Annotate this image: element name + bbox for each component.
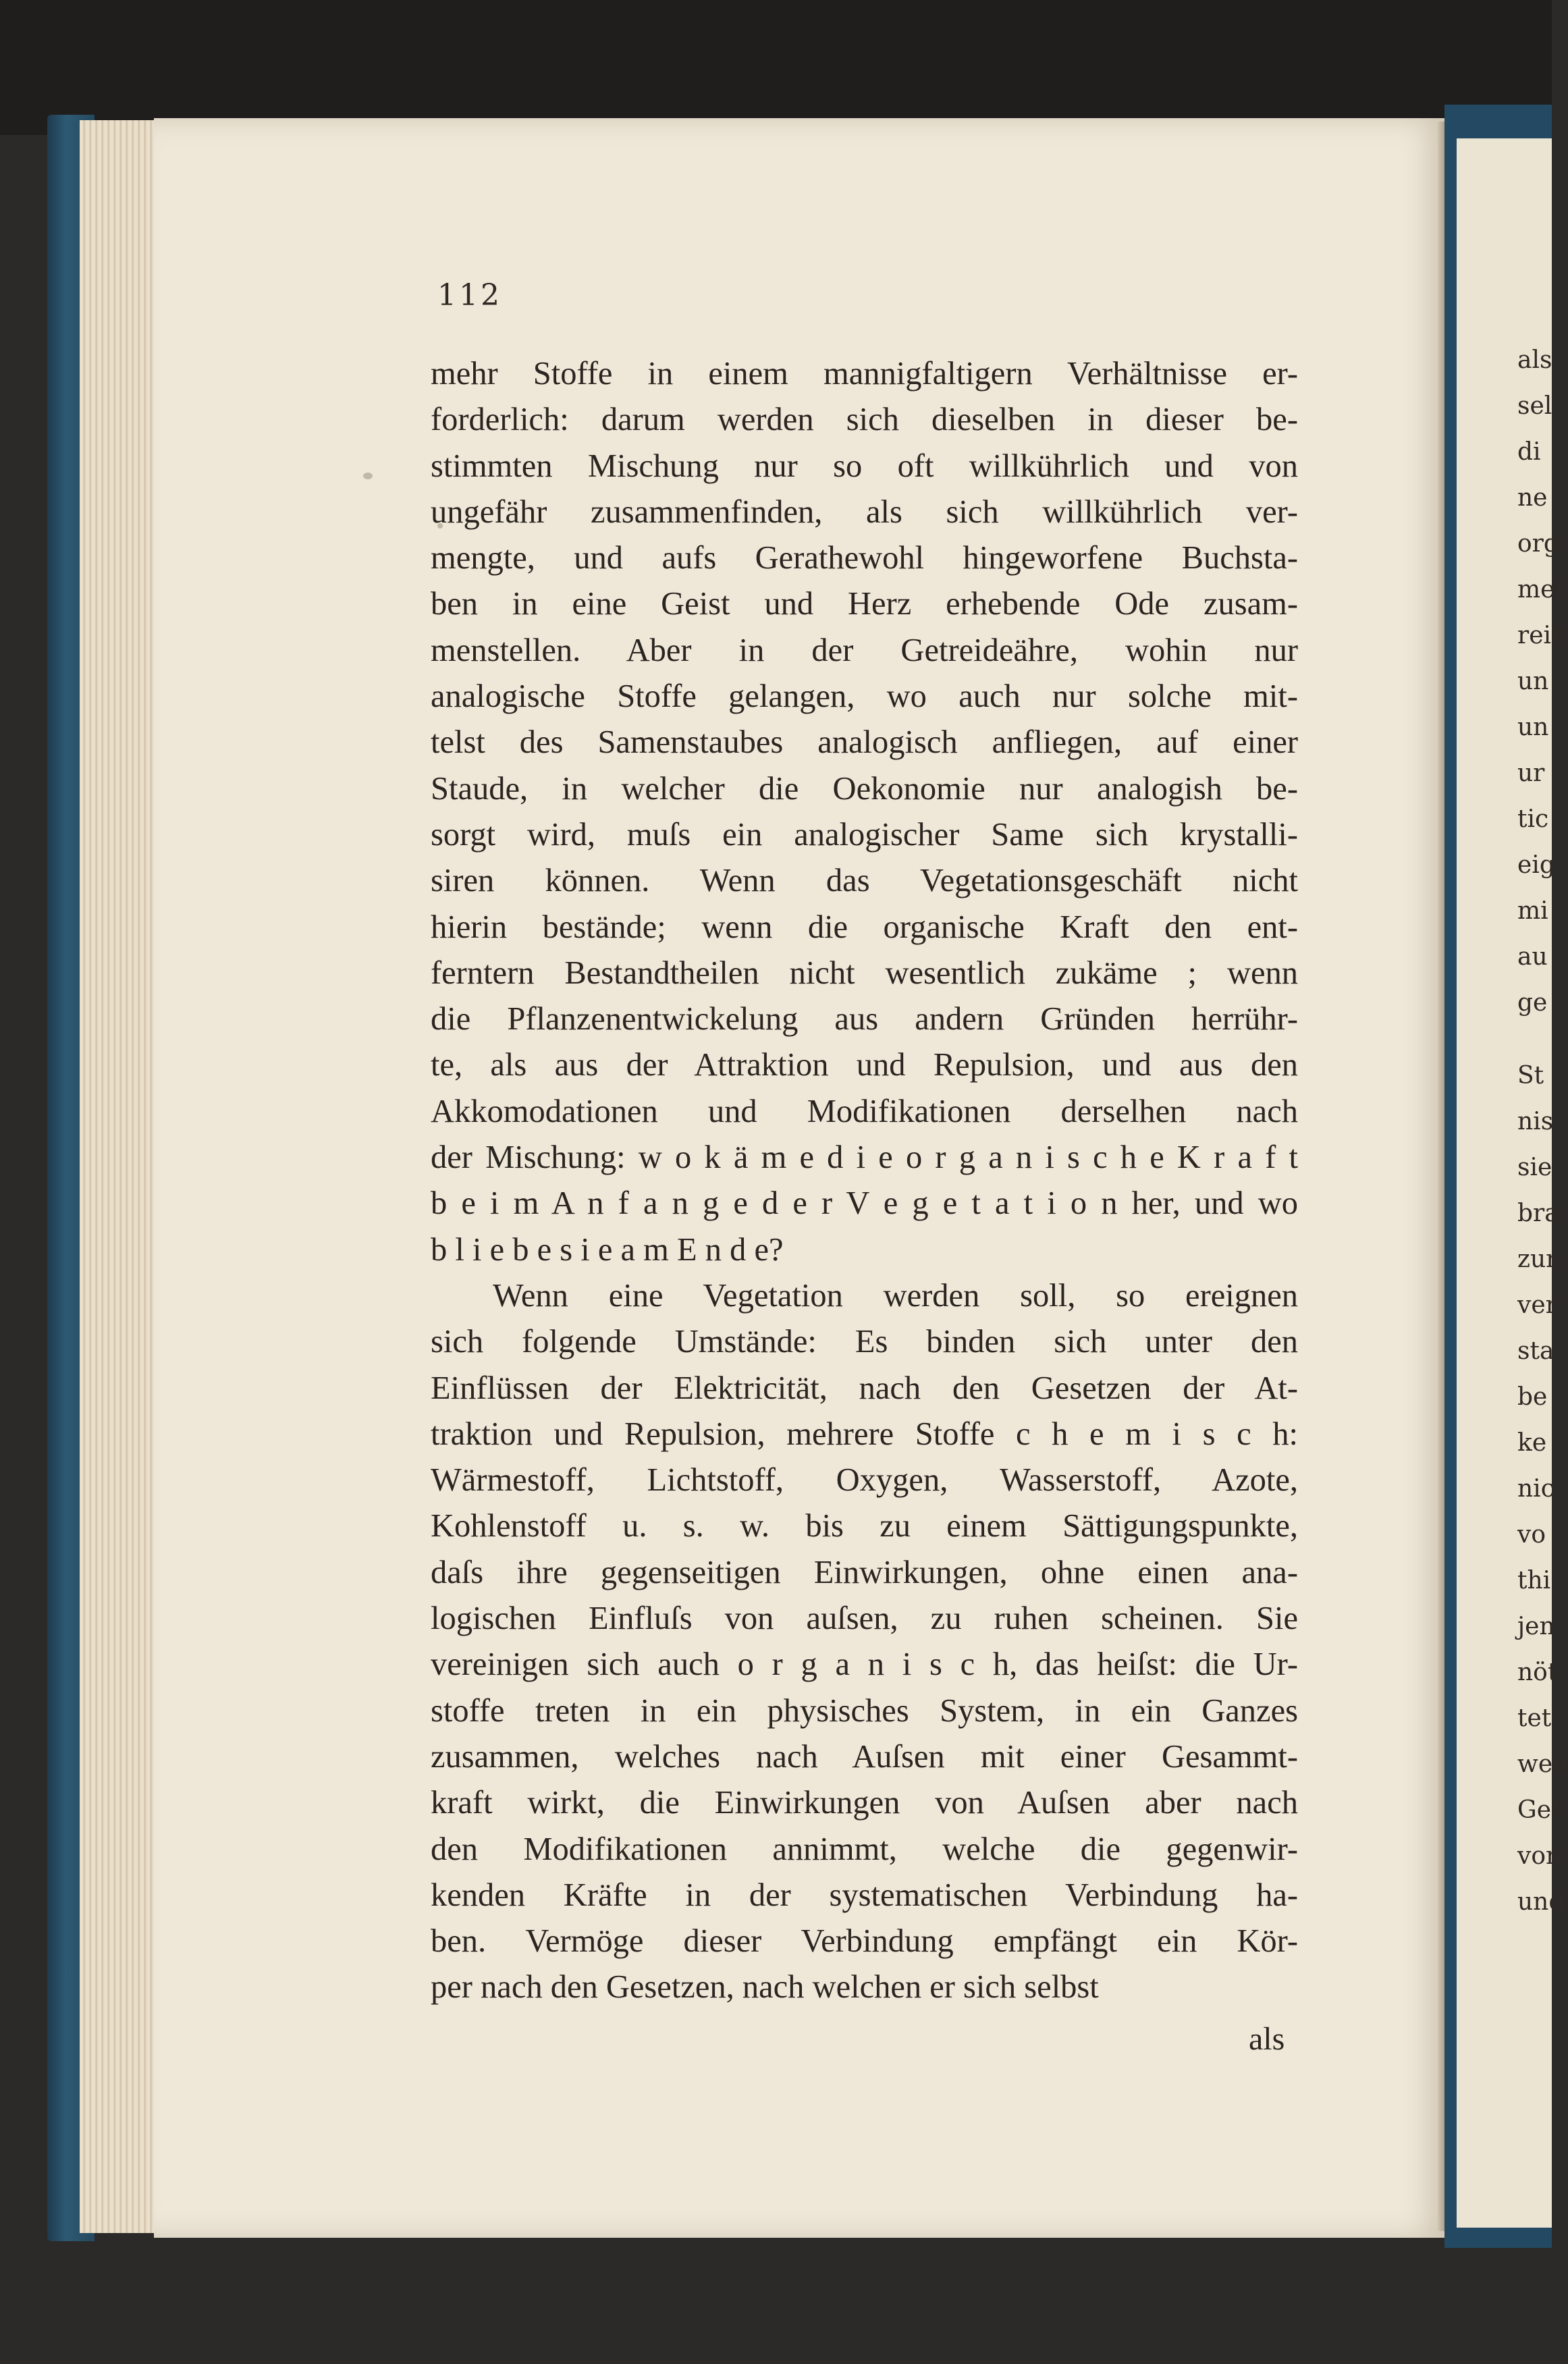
text-line: kraft wirkt, die Einwirkungen von Auſsen aber nach [431,1785,1298,1821]
text-line: mehr Stoffe in einem mannigfaltigern Verhältnisse er- [431,356,1298,392]
right-page-fragment: Gef [1517,1796,1561,1824]
text-line: forderlich: darum werden sich dieselben in dieser be- [431,402,1298,438]
text-line: sorgt wird, muſs ein analogischer Same sich krystalli- [431,816,1298,853]
right-page-fragment: nic [1517,1475,1555,1503]
text-line: der Mischung: w o k ä m e d i e o r g a n i s c h e K r a f t [431,1139,1298,1176]
right-page-fragments [1517,338,1568,1925]
text-line: siren können. Wenn das Vegetationsgeschäft nicht [431,863,1298,899]
text-line: Wenn eine Vegetation werden soll, so ereignen [493,1277,1298,1314]
right-page-fragment: bra [1517,1200,1559,1227]
right-page-fragment: un [1517,668,1549,695]
right-page-fragment: au [1517,943,1548,971]
text-line: te, als aus der Attraktion und Repulsion, und aus den [431,1047,1298,1083]
text-line: Akkomodationen und Modifikationen derselhen nach [431,1093,1298,1129]
right-page-fragment: sie [1517,1154,1552,1181]
text-line: telst des Samenstaubes analogisch anfliegen, auf einer [431,724,1298,761]
right-page-fragment: di [1517,438,1541,466]
right-page-fragment: und [1517,1888,1565,1916]
text-line: den Modifikationen annimmt, welche die gegenwir- [431,1831,1298,1867]
text-line: ferntern Bestandtheilen nicht wesentlich zukäme ; wenn [431,955,1298,991]
right-page-fragment: St [1517,1062,1544,1090]
text-line: b l i e b e s i e a m E n d e? [431,1231,784,1268]
text-line: mengte, und aufs Gerathewohl hingeworfene Buchsta- [431,540,1298,576]
text-line: logischen Einfluſs von auſsen, zu ruhen scheinen. Sie [431,1601,1298,1637]
right-page-fragment: org [1517,530,1559,558]
background-top [0,0,1552,135]
right-page-fragment: ur [1517,759,1545,787]
right-page-fragment: ne [1517,484,1548,512]
right-page-fragment: als [1517,346,1552,374]
right-page-fragment: tic [1517,805,1549,833]
right-page-fragment: vo [1517,1521,1546,1549]
text-line: Kohlenstoff u. s. w. bis zu einem Sättigungspunkte, [431,1508,1298,1544]
text-line: hierin bestände; wenn die organische Kraft den ent- [431,909,1298,945]
text-line: stimmten Mischung nur so oft willkührlich und von [431,448,1298,484]
right-page-fragment: eig [1517,851,1555,879]
right-page-fragment: wen [1517,1750,1568,1778]
right-page-fragment: be [1517,1383,1548,1411]
text-line: ben in eine Geist und Herz erhebende Ode zusam- [431,586,1298,622]
text-line: b e i m A n f a n g e d e r V e g e t a t i o n her, und wo [431,1185,1298,1222]
right-page-fragment: jen [1517,1613,1555,1640]
body-text [431,351,1298,2011]
right-page-fragment: mi [1517,897,1548,925]
text-line: per nach den Gesetzen, nach welchen er sich selbst [431,1969,1099,2006]
right-page-fragment: sel [1517,392,1552,420]
text-line: menstellen. Aber in der Getreideähre, wohin nur [431,632,1298,668]
right-page-fragment: un [1517,714,1549,741]
right-page-fragment: von [1517,1842,1562,1870]
right-page-fragment: zun [1517,1245,1562,1273]
text-line: ungefähr zusammenfinden, als sich willkührlich ver- [431,493,1298,530]
text-line: stoffe treten in ein physisches System, in ein Ganzes [431,1692,1298,1729]
text-line: Einflüssen der Elektricität, nach den Gesetzen der At- [431,1370,1298,1406]
page-edges [80,120,155,2233]
right-page-fragment: ge [1517,989,1548,1017]
text-line: die Pflanzenentwickelung aus andern Gründen herrühr- [431,1001,1298,1038]
paper-stain [363,473,373,479]
text-line: daſs ihre gegenseitigen Einwirkungen, ohne einen ana- [431,1554,1298,1590]
text-line: traktion und Repulsion, mehrere Stoffe c h e m i s c h: [431,1416,1298,1452]
right-page-fragment: ver [1517,1291,1557,1319]
text-line: analogische Stoffe gelangen, wo auch nur solche mit- [431,678,1298,715]
text-line: Wärmestoff, Lichtstoff, Oxygen, Wasserstoff, Azote, [431,1462,1298,1499]
right-page-fragment: ke [1517,1429,1547,1457]
page-number: 112 [437,278,502,313]
right-page-fragment: nis [1517,1108,1554,1135]
right-page-fragment: reit [1517,622,1561,649]
right-page-fragment: thi [1517,1567,1551,1594]
right-page-fragment: mel [1517,576,1563,603]
text-line: Staude, in welcher die Oekonomie nur analogish be- [431,770,1298,807]
right-page-fragment: sta [1517,1337,1555,1365]
text-line: sich folgende Umstände: Es binden sich unter den [431,1324,1298,1360]
text-line: ben. Vermöge dieser Verbindung empfängt ein Kör- [431,1923,1298,1960]
text-line: vereinigen sich auch o r g a n i s c h, das heiſst: die Ur- [431,1646,1298,1683]
right-page-fragment: nöt [1517,1659,1558,1686]
text-line: zusammen, welches nach Auſsen mit einer Gesammt- [431,1738,1298,1775]
catchword: als [1249,2021,1285,2057]
right-page-fragment: tet [1517,1704,1552,1732]
text-line: kenden Kräfte in der systematischen Verbindung ha- [431,1877,1298,1913]
